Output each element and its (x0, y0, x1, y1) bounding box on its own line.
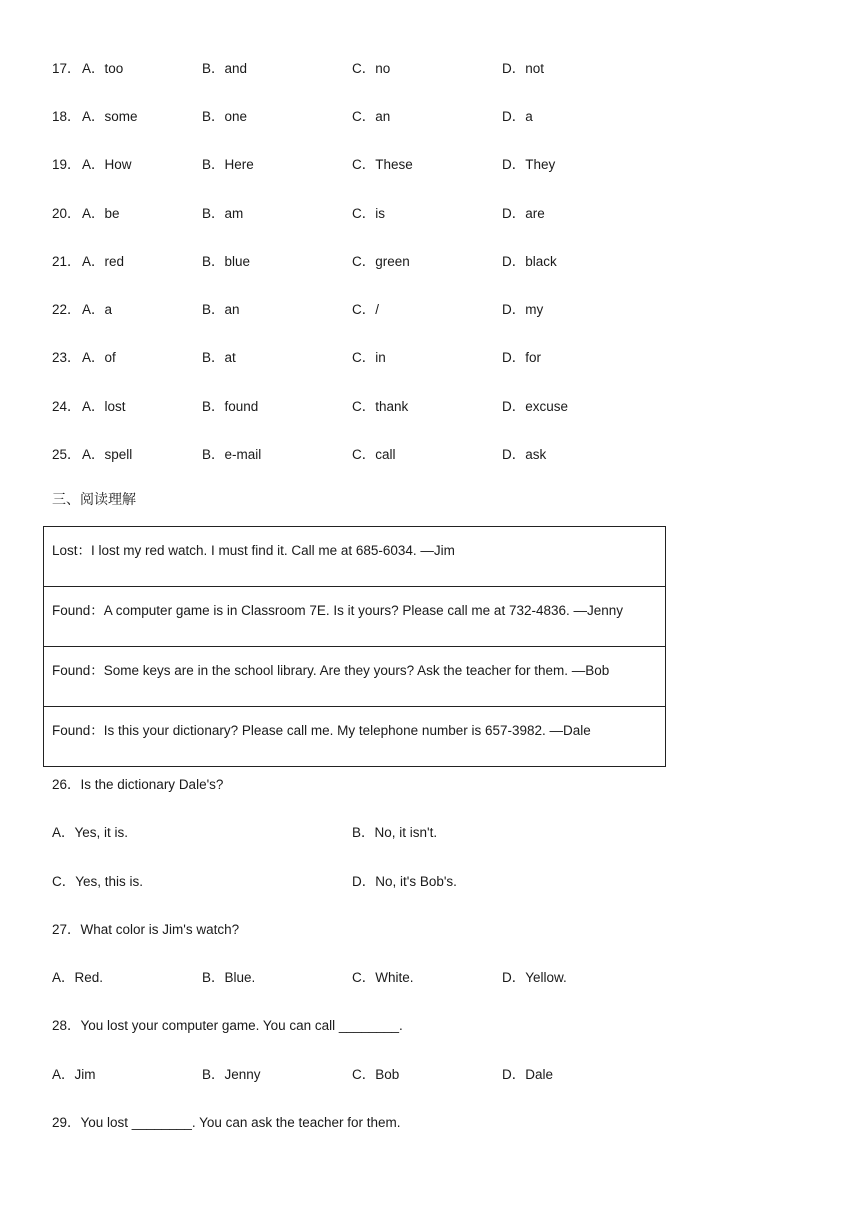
option-letter: A． (82, 399, 105, 414)
option-a[interactable]: A．Jim (52, 1067, 96, 1082)
notice-text: Found：Is this your dictionary? Please call me. My telephone number is 657-3982. —Dale (52, 723, 591, 738)
option-a[interactable] (82, 445, 132, 465)
option-a[interactable] (82, 397, 126, 417)
option-letter: A． (82, 206, 105, 221)
option-text: not (525, 61, 545, 76)
option-b[interactable] (202, 155, 254, 175)
option-d[interactable] (502, 348, 541, 368)
table-row (44, 527, 666, 587)
option-text: lost (104, 399, 126, 414)
option-letter: A． (82, 447, 105, 462)
option-b[interactable] (202, 445, 261, 465)
option-c[interactable] (352, 204, 385, 224)
question-number: 20． (52, 206, 81, 221)
option-d[interactable] (502, 59, 544, 79)
option-text: a (525, 109, 533, 124)
option-text: am (224, 206, 244, 221)
option-b[interactable]: B．No, it isn't. (352, 825, 438, 840)
option-letter: D． (502, 157, 526, 172)
option-text: thank (375, 399, 409, 414)
option-letter: A． (82, 109, 105, 124)
option-c[interactable]: C．Yes, this is. (52, 874, 144, 889)
notice-text: Lost：I lost my red watch. I must find it. Call me at 685-6034. —Jim (52, 543, 455, 558)
option-b[interactable]: B．Jenny (202, 1067, 261, 1082)
option-text: an (224, 302, 240, 317)
option-a[interactable] (82, 107, 138, 127)
option-letter: D． (502, 61, 526, 76)
option-text: Here (224, 157, 254, 172)
option-d[interactable] (502, 107, 533, 127)
option-d[interactable]: D．No, it's Bob's. (352, 874, 457, 889)
notice-cell (44, 647, 666, 707)
option-text: a (104, 302, 113, 317)
option-text: call (375, 447, 396, 462)
option-letter: A． (82, 157, 105, 172)
option-letter: B． (202, 254, 225, 269)
option-text: These (375, 157, 413, 172)
question-number: 23． (52, 350, 81, 365)
option-b[interactable] (202, 107, 247, 127)
option-d[interactable]: D．Yellow. (502, 970, 567, 985)
option-text: for (525, 350, 542, 365)
question-number: 24． (52, 399, 81, 414)
option-c[interactable] (352, 445, 396, 465)
question-number: 25． (52, 447, 81, 462)
option-text: spell (104, 447, 133, 462)
option-d[interactable]: D．Dale (502, 1067, 554, 1082)
option-letter: D． (502, 254, 526, 269)
notice-text: Found：A computer game is in Classroom 7E. Is it yours? Please call me at 732-4836. —Jenny (52, 603, 624, 618)
option-letter: D． (502, 399, 526, 414)
option-letter: D． (502, 206, 526, 221)
option-c[interactable] (352, 252, 410, 272)
option-text: red (104, 254, 125, 269)
option-text: and (224, 61, 248, 76)
option-letter: B． (202, 447, 225, 462)
option-letter: C． (352, 399, 376, 414)
option-text: ask (525, 447, 547, 462)
option-c[interactable] (352, 107, 390, 127)
question-number: 17． (52, 61, 81, 76)
option-b[interactable] (202, 397, 258, 417)
option-text: excuse (525, 399, 569, 414)
option-b[interactable] (202, 59, 247, 79)
option-c[interactable] (352, 155, 413, 175)
option-text: one (224, 109, 248, 124)
option-text: are (525, 206, 545, 221)
option-text: is (375, 206, 385, 221)
option-a[interactable]: A．Yes, it is. (52, 825, 129, 840)
table-row (44, 647, 666, 707)
option-letter: B． (202, 302, 225, 317)
option-text: in (375, 350, 386, 365)
notice-text: Found：Some keys are in the school library. Are they yours? Ask the teacher for them. —Bob (52, 663, 610, 678)
option-a[interactable] (82, 155, 132, 175)
option-text: be (104, 206, 120, 221)
option-letter: D． (502, 350, 526, 365)
question-number: 18． (52, 109, 81, 124)
table-row (44, 707, 666, 767)
option-b[interactable] (202, 348, 236, 368)
option-letter: B． (202, 399, 225, 414)
option-d[interactable] (502, 300, 543, 320)
notice-cell (44, 707, 666, 767)
option-text: / (375, 302, 380, 317)
option-letter: C． (352, 447, 376, 462)
option-d[interactable] (502, 445, 546, 465)
option-a[interactable] (82, 252, 124, 272)
option-a[interactable]: A．Red. (52, 970, 104, 985)
option-letter: A． (82, 254, 105, 269)
option-a[interactable] (82, 348, 116, 368)
option-c[interactable] (352, 348, 386, 368)
option-letter: A． (82, 302, 105, 317)
option-c[interactable] (352, 397, 408, 417)
option-text: my (525, 302, 544, 317)
option-text: e-mail (224, 447, 262, 462)
option-c[interactable]: C．Bob (352, 1067, 400, 1082)
question-number: 19． (52, 157, 81, 172)
notices-table (43, 526, 666, 767)
option-letter: B． (202, 61, 225, 76)
option-letter: A． (82, 350, 105, 365)
option-b[interactable] (202, 204, 243, 224)
notice-cell (44, 527, 666, 587)
option-b[interactable]: B．Blue. (202, 970, 256, 985)
option-text: no (375, 61, 391, 76)
section-title: 三、阅读理解 (52, 491, 136, 507)
option-d[interactable] (502, 252, 557, 272)
question-26-text: 26．Is the dictionary Dale's? (52, 777, 224, 792)
question-27-text: 27．What color is Jim's watch? (52, 922, 240, 937)
question-number: 22． (52, 302, 81, 317)
option-d[interactable] (502, 155, 555, 175)
option-b[interactable] (202, 252, 250, 272)
option-a[interactable] (82, 204, 120, 224)
option-c[interactable] (352, 300, 379, 320)
question-number: 21． (52, 254, 81, 269)
table-row (44, 587, 666, 647)
option-letter: B． (202, 109, 225, 124)
option-letter: C． (352, 302, 376, 317)
notice-cell (44, 587, 666, 647)
option-d[interactable] (502, 204, 545, 224)
option-letter: D． (502, 302, 526, 317)
option-c[interactable] (352, 59, 390, 79)
option-letter: B． (202, 157, 225, 172)
question-29-text: 29．You lost ________. You can ask the teacher for them. (52, 1115, 401, 1130)
option-text: at (224, 350, 236, 365)
option-letter: D． (502, 109, 526, 124)
option-letter: C． (352, 61, 376, 76)
option-text: found (224, 399, 259, 414)
option-text: They (525, 157, 556, 172)
option-c[interactable]: C．White. (352, 970, 414, 985)
option-letter: B． (202, 206, 225, 221)
option-letter: B． (202, 350, 225, 365)
option-letter: C． (352, 206, 376, 221)
option-d[interactable] (502, 397, 568, 417)
option-letter: C． (352, 350, 376, 365)
option-text: green (375, 254, 410, 269)
option-text: of (104, 350, 116, 365)
option-text: too (104, 61, 124, 76)
question-28-text: 28．You lost your computer game. You can call ________. (52, 1018, 403, 1033)
option-text: black (525, 254, 557, 269)
option-b[interactable] (202, 300, 240, 320)
option-letter: C． (352, 157, 376, 172)
option-text: blue (224, 254, 251, 269)
option-letter: A． (82, 61, 105, 76)
option-letter: C． (352, 254, 376, 269)
option-letter: D． (502, 447, 526, 462)
option-text: some (104, 109, 138, 124)
option-a[interactable] (82, 300, 112, 320)
option-text: an (375, 109, 391, 124)
option-letter: C． (352, 109, 376, 124)
option-a[interactable] (82, 59, 123, 79)
option-text: How (104, 157, 132, 172)
